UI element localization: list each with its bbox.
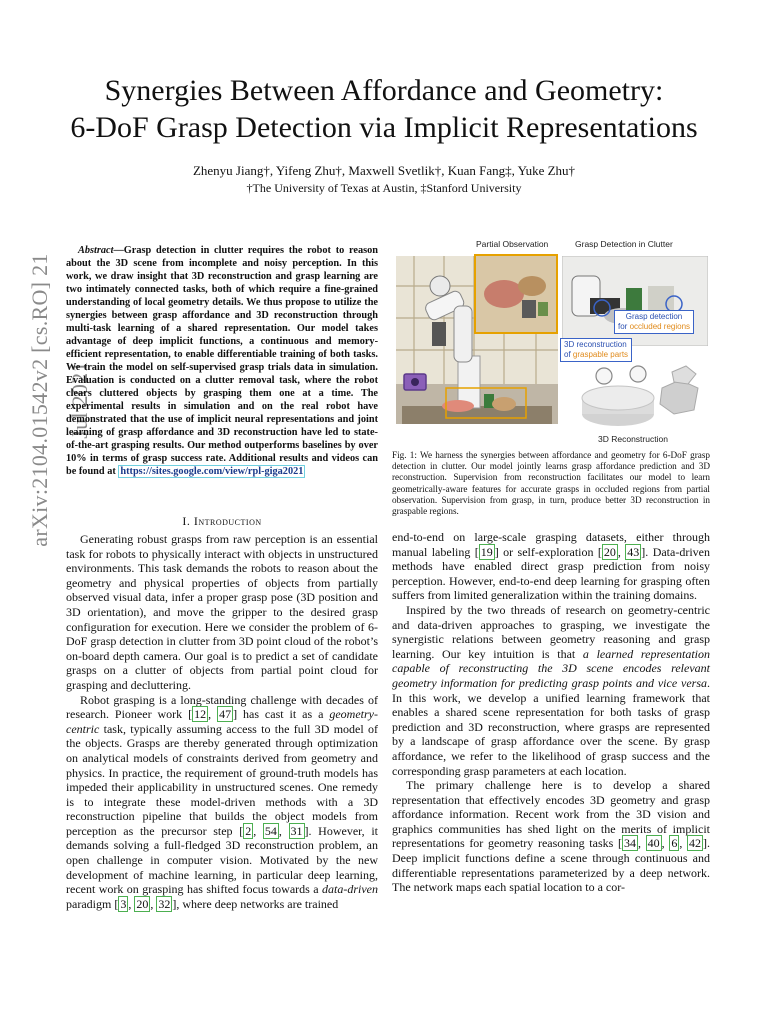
citation[interactable]: 47 bbox=[219, 707, 232, 722]
text-run: has cast it as a bbox=[237, 707, 330, 722]
callout-recon-line1: 3D reconstruction bbox=[564, 340, 627, 349]
text-run: , where deep networks are trained bbox=[176, 896, 339, 911]
citation[interactable]: 20 bbox=[136, 896, 149, 911]
citation[interactable]: 54 bbox=[264, 823, 277, 838]
callout-recon-prefix: of bbox=[564, 350, 573, 359]
author-list: Zhenyu Jiang†, Yifeng Zhu†, Maxwell Svetlik†, Kuan Fang‡, Yuke Zhu† bbox=[192, 163, 576, 178]
text-run: The primary challenge here is to develop a shared representation that effectively encodes 3D geometry and grasp affordance information. Recent work from the 3D vision and graphics communities has shed light on the merits of implicit representations for geometry reasoning tasks bbox=[392, 778, 710, 851]
right-column-body bbox=[392, 530, 710, 895]
abstract bbox=[66, 244, 378, 478]
citation[interactable]: 32 bbox=[158, 896, 171, 911]
section-heading-introduction: I. Introduction bbox=[182, 514, 262, 528]
emphasis: data-driven bbox=[322, 882, 378, 897]
text-run: . However, it demands solving a full-fledged 3D reconstruction problem, an open challenge in computer vision. Motivated by the new development of machine learning, in particular deep learning, recent work on grasping has shifted focus towards a bbox=[66, 823, 379, 897]
emphasis: geometry-centric bbox=[66, 707, 378, 736]
text-run: paradigm bbox=[66, 896, 115, 911]
citation[interactable]: 42 bbox=[689, 836, 702, 851]
citation[interactable]: 40 bbox=[647, 836, 660, 851]
intro-paragraph-2: Robot grasping is a long-standing challenge with decades of research. Pioneer work [ 12 , 47 ] has cast it as a geometry-centric task, typically assuming access to the full 3D model of the objects. Grasps are thereby generated through optimization on analytical models of constraints derived from geometry and physics. In practice, the requirement of ground-truth models has impeded their applicability in unstructured scenes. One remedy is to integrate these model-driven methods with a 3D reconstruction pipeline that builds the object models from perception as the precursor step [ 2 , 54 , 31 ]. However, it demands solving a full-fledged 3D reconstruction problem, an open challenge in computer vision. Motivated by the new development of machine learning, in particular deep learning, recent work on grasping has shifted focus towards a data-driven paradigm [ 3 , 20 , 32 ], where deep networks are trained bbox=[66, 692, 379, 911]
callout-grasp-prefix: for bbox=[618, 322, 630, 331]
text-run: task, typically assuming access to the full 3D model of the objects. Grasps are thereby generated through optimization on analytical models of constraints derived from geometry and physics. In practice, the requirement of ground-truth models has impeded their applicability in unstructured scenes. One remedy is to integrate these model-driven methods with a 3D reconstruction pipeline that builds the object models from perception as the precursor step bbox=[66, 721, 378, 838]
citation[interactable]: 34 bbox=[623, 836, 636, 851]
project-link[interactable]: https://sites.google.com/view/rpl-giga2021 bbox=[120, 466, 304, 477]
partial-observation-inset bbox=[474, 254, 558, 334]
callout-grasp-highlight: occluded regions bbox=[629, 322, 691, 331]
grasp-detection-callout bbox=[614, 310, 694, 334]
citation[interactable]: 43 bbox=[627, 544, 640, 559]
citation[interactable]: 19 bbox=[480, 544, 493, 559]
figure-caption: Fig. 1: We harness the synergies between affordance and geometry for 6-DoF grasp detection in clutter. Our model jointly learns grasp affordance prediction and 3D reconstruction. Supervision from reconstruction facilitates our model to learn geometrically-aware features for accurate grasps in occluded regions from partial observation. Supervision from grasp, in turn, produce better 3D reconstruction in graspable regions. bbox=[392, 450, 710, 517]
text-run: or self-exploration bbox=[498, 544, 598, 559]
paper-title bbox=[40, 72, 728, 146]
citation[interactable]: 2 bbox=[245, 823, 252, 838]
label-3d-reconstruction: 3D Reconstruction bbox=[598, 434, 668, 444]
affiliations: †The University of Texas at Austin, ‡Stanford University bbox=[246, 181, 522, 195]
intro-paragraph-1: Generating robust grasps from raw perception is an essential task for robots to physically interact with objects in unstructured environments. This task demands the robots to reason about the geometry and physical properties of objects from partially observed visual data, infer a proper grasp pose (3D position and 3D orientation), and move the gripper to the desired grasp configuration for execution. Here we consider the problem of 6-DoF grasp detection in clutter from 3D point cloud of the robot’s on-board depth camera. Our goal is to predict a set of candidate grasps on a clutter of objects from partial point cloud for grasping and decluttering. bbox=[66, 532, 378, 692]
text-run: . Data-driven methods have enabled direct grasp prediction from noisy perception. However, end-to-end deep learning for grasping often suffers from limited generalization within the training domains. bbox=[392, 544, 710, 603]
reconstruction-render bbox=[576, 358, 708, 430]
text-run: . In this work, we develop a unified learning framework that enables a shared scene representation for both tasks of grasp prediction and 3D reconstruction, where grasps are represented by a landscape of grasp affordance over the scene. By grasp affordance, we refer to the likelihood of grasp success and the corresponding grasp parameters at each location. bbox=[392, 675, 710, 778]
left-column-body bbox=[66, 532, 378, 911]
figure-1 bbox=[392, 238, 710, 446]
text-run: end-to-end on large-scale grasping datasets, either through manual labeling bbox=[392, 530, 710, 559]
intro-paragraph-5: The primary challenge here is to develop a shared representation that effectively encodes 3D geometry and grasp affordance information. Recent work from the 3D vision and graphics communities has shed light on the merits of implicit representations for geometry reasoning tasks [ 34 , 40 , 6 , 42 ]. Deep implicit functions define a scene through continuous and differentiable representations parameterized by a deep network. The network maps each spatial location to a cor- bbox=[392, 778, 711, 895]
callout-recon-highlight: graspable parts bbox=[572, 350, 629, 359]
abstract-text: —Grasp detection in clutter requires the robot to reason about the 3D scene from incomplete and noisy perception. In this work, we draw insight that 3D reconstruction and grasp learning are two intimately connected tasks, both of which require a fine-grained understanding of local geometry details. We thus propose to utilize the synergies between grasp affordance and 3D reconstruction through multi-task learning of a shared representation. Our model takes advantage of deep implicit functions, a continuous and memory-efficient representation, to enable differentiable training of both tasks. We train the model on self-supervised grasp trials data in simulation. Evaluation is conducted on a clutter removal task, where the robot clears cluttered objects by grasping them one at a time. The experimental results in simulation and on the real robot have demonstrated that the use of implicit neural representations and joint learning of grasp affordance and 3D reconstruction have led to state-of-the-art grasping results. Our method outperforms baselines by over 10% in terms of grasp success rate. Additional results and videos can be found at bbox=[66, 245, 378, 477]
label-partial-observation: Partial Observation bbox=[476, 239, 549, 249]
label-grasp-detection: Grasp Detection in Clutter bbox=[575, 239, 673, 249]
text-run: Robot grasping is a long-standing challenge with decades of research. Pioneer work bbox=[66, 692, 378, 722]
arxiv-identifier: arXiv:2104.01542v2 [cs.RO] 21 Jul 2021 bbox=[27, 253, 92, 547]
citation[interactable]: 31 bbox=[290, 823, 303, 838]
emphasis: a learned representation capable of reconstructing the 3D scene encodes relevant geometry information for predicting grasp points and vice versa bbox=[392, 646, 710, 690]
title-line-2: 6-DoF Grasp Detection via Implicit Representations bbox=[70, 111, 698, 144]
citation[interactable]: 12 bbox=[194, 707, 207, 722]
citation[interactable]: 20 bbox=[603, 544, 616, 559]
title-line-1: Synergies Between Affordance and Geometry: bbox=[104, 74, 664, 107]
callout-grasp-line1: Grasp detection bbox=[625, 312, 683, 321]
citation[interactable]: 6 bbox=[671, 836, 678, 851]
abstract-label: Abstract bbox=[78, 245, 114, 256]
text-run: Inspired by the two threads of research on geometry-centric and data-driven approaches to grasping, we investigate the synergistic relations between geometry reasoning and grasp learning. Our key intuition is that bbox=[392, 602, 710, 661]
text-run: . Deep implicit functions define a scene through continuous and differentiable representations parameterized by a deep network. The network maps each spatial location to a cor- bbox=[392, 836, 711, 895]
intro-paragraph-4 bbox=[392, 603, 710, 778]
citation[interactable]: 3 bbox=[120, 896, 127, 911]
intro-paragraph-3: end-to-end on large-scale grasping datasets, either through manual labeling [ 19 ] or self-exploration [ 20 , 43 ]. Data-driven methods have enabled direct grasp prediction from noisy perception. However, end-to-end deep learning for grasping often suffers from limited generalization within the training domains. bbox=[392, 530, 710, 603]
